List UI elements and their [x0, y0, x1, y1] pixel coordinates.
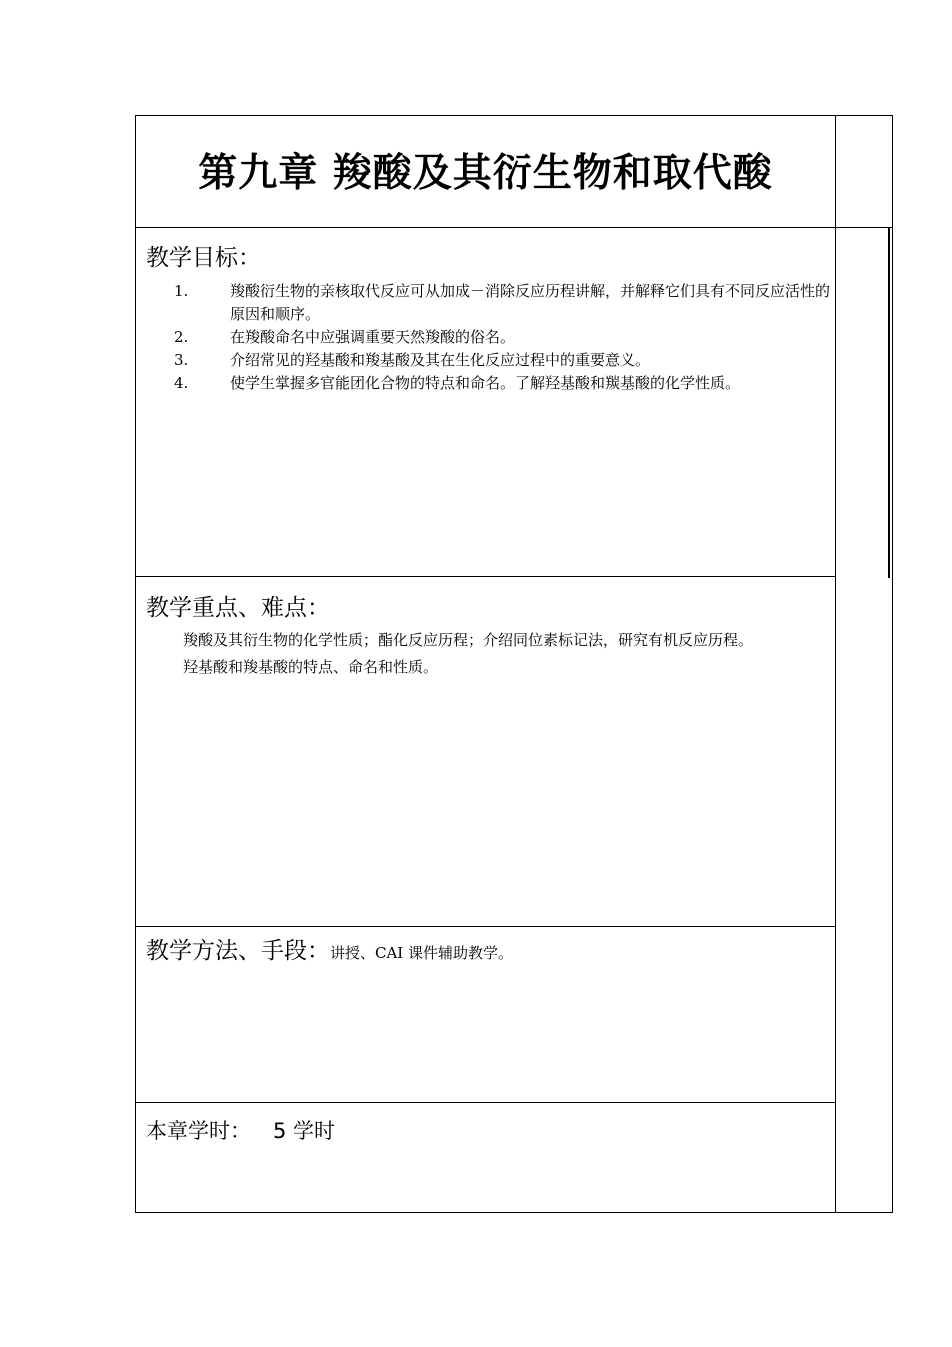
teaching-method-cell [135, 927, 836, 1103]
goal-text: 羧酸衍生物的亲核取代反应可从加成－消除反应历程讲解，并解释它们具有不同反应活性的原因和顺序。 [230, 282, 831, 323]
goal-number: 3. [174, 351, 189, 369]
key-points-line: 羟基酸和羧基酸的特点、命名和性质。 [183, 658, 439, 676]
key-points-heading: 教学重点、难点： [146, 595, 330, 621]
goal-number: 4. [174, 374, 189, 392]
title-cell [135, 115, 836, 228]
teaching-goals-cell [135, 228, 836, 577]
goal-number: 2. [174, 328, 189, 346]
side-column-rule [888, 228, 890, 578]
chapter-title: 第九章 羧酸及其衍生物和取代酸 [198, 151, 773, 196]
teaching-method-heading: 教学方法、手段： [146, 938, 330, 964]
teaching-method-text: 讲授、CAI 课件辅助教学。 [330, 944, 514, 962]
teaching-goals-list [174, 280, 834, 395]
lesson-plan-table [135, 115, 893, 1213]
chapter-hours-line [146, 1115, 335, 1145]
chapter-hours-label: 本章学时： [146, 1119, 251, 1143]
goal-text: 介绍常见的羟基酸和羧基酸及其在生化反应过程中的重要意义。 [230, 351, 651, 369]
goal-item [174, 372, 834, 395]
chapter-hours-cell [135, 1103, 836, 1213]
chapter-hours-value: 5 学时 [273, 1119, 336, 1143]
teaching-goals-heading: 教学目标： [146, 245, 261, 271]
side-column-top-cell [835, 115, 893, 228]
goal-item [174, 349, 834, 372]
goal-text: 使学生掌握多官能团化合物的特点和命名。了解羟基酸和羰基酸的化学性质。 [230, 374, 741, 392]
teaching-method-line [146, 932, 513, 965]
goal-number: 1. [174, 282, 189, 300]
side-column-cell [835, 228, 893, 1213]
key-points-cell [135, 577, 836, 927]
goal-text: 在羧酸命名中应强调重要天然羧酸的俗名。 [230, 328, 516, 346]
goal-item [174, 280, 834, 326]
key-points-text [183, 627, 833, 681]
key-points-line: 羧酸及其衍生物的化学性质；酯化反应历程；介绍同位素标记法，研究有机反应历程。 [183, 631, 754, 649]
goal-item [174, 326, 834, 349]
